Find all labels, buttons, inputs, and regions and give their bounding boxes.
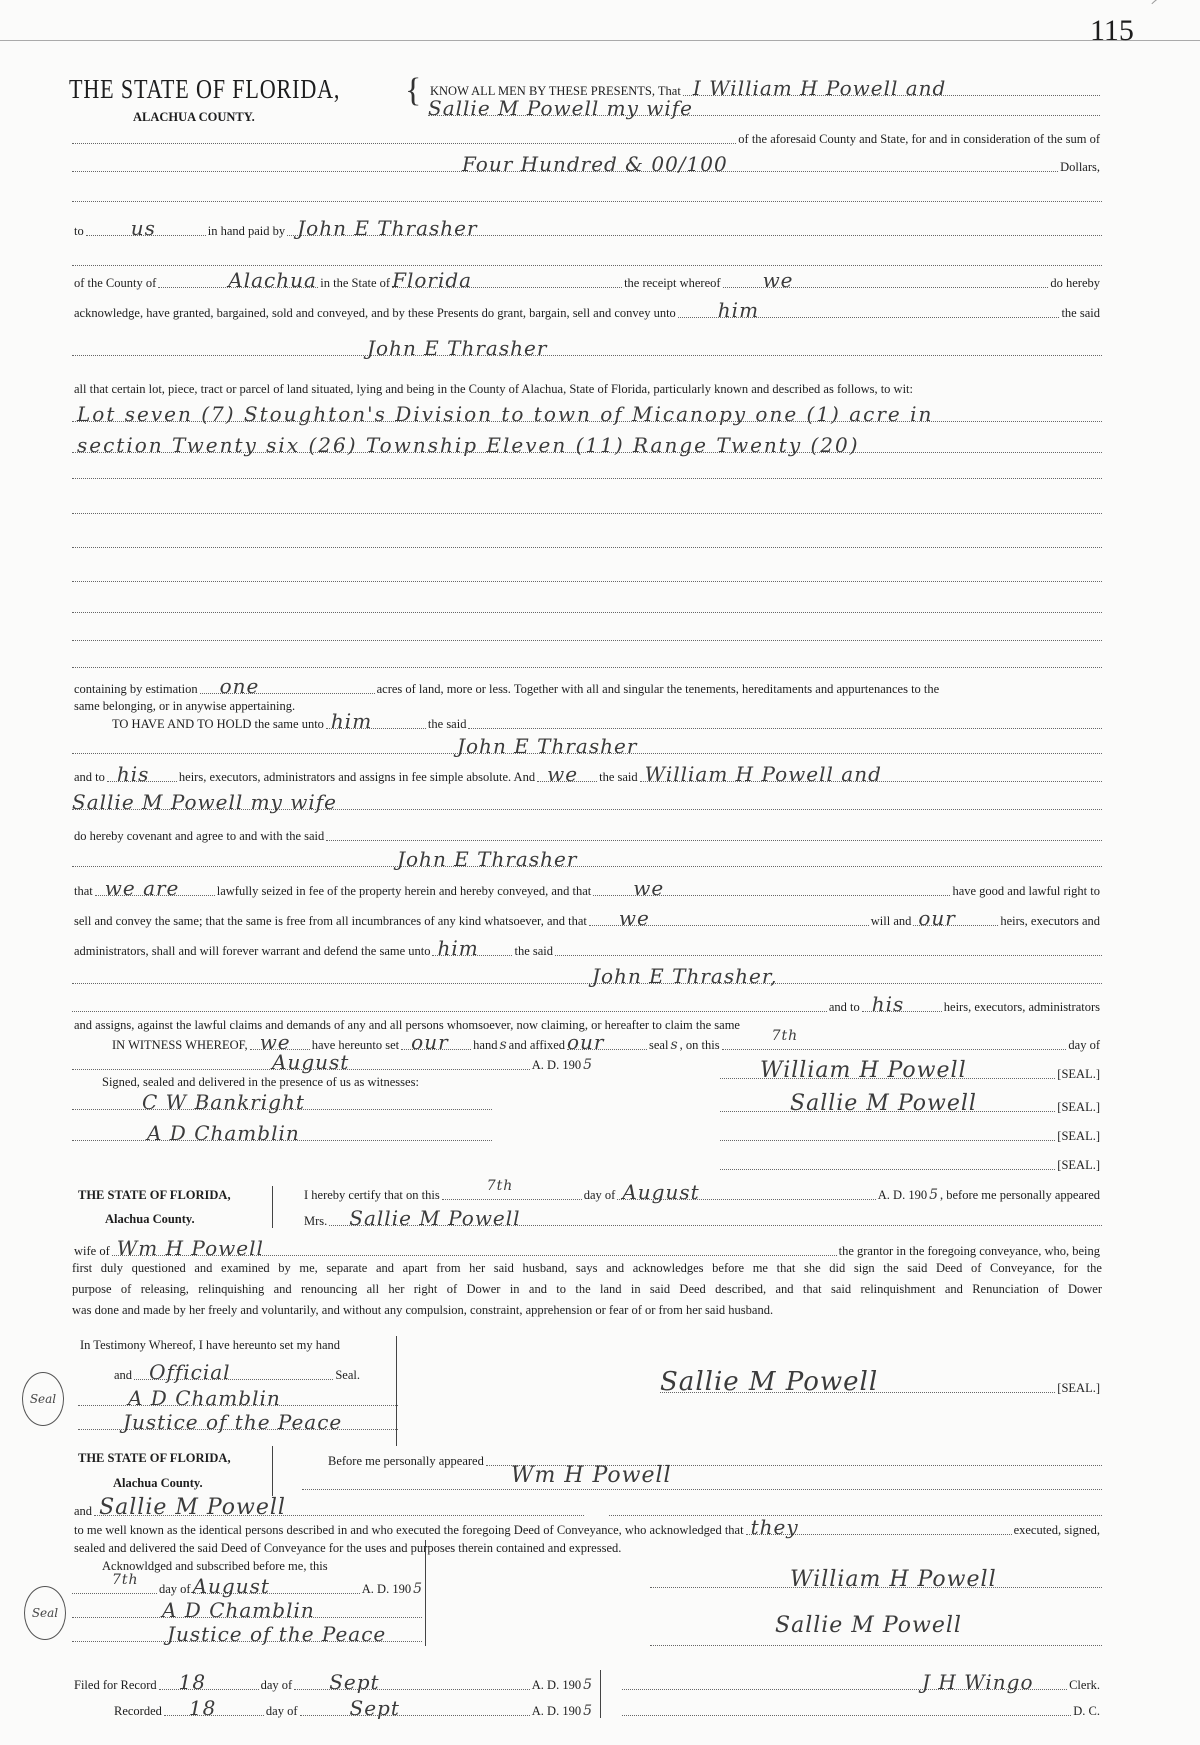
blank-line [72, 625, 1102, 643]
state-field [392, 268, 622, 292]
grantors-handwriting: Sallie M Powell my wife [72, 790, 338, 814]
month-handwriting: August [272, 1050, 350, 1074]
day-of-text: day of [1068, 1038, 1100, 1052]
acknowledge-text: acknowledge, have granted, bargained, sold and conveyed, and by these Presents do grant, bargain, sell and convey unto [74, 306, 676, 320]
seized-text: lawfully seized in fee of the property herein and hereby conveyed, and that [216, 884, 592, 898]
affixed-text: and affixed [508, 1038, 565, 1052]
blank-line [72, 250, 1102, 268]
brace: { [405, 72, 422, 109]
officer-title-field [72, 1622, 422, 1646]
witness-field [72, 1090, 492, 1114]
acres-field [200, 674, 375, 698]
wife-name-handwriting: Sallie M Powell [349, 1206, 521, 1230]
testimony-line [78, 1334, 408, 1352]
our-handwriting: our [567, 1030, 605, 1054]
description-handwriting: section Twenty six (26) Township Eleven (11) Range Twenty (20) [77, 433, 860, 457]
blank-line [72, 566, 1102, 584]
county-of-text: of the County of [74, 276, 157, 290]
grantee-field [72, 964, 1102, 988]
heirs-exec-text: heirs, executors and [1000, 914, 1100, 928]
month-field [192, 1574, 360, 1598]
person-field [486, 1463, 1102, 1488]
we-are-field [95, 876, 215, 900]
month-field [72, 1050, 530, 1074]
officer-title-handwriting: Justice of the Peace [123, 1410, 343, 1434]
seal-label: [SEAL.] [1057, 1067, 1100, 1081]
year-handwriting: 5 [583, 1703, 592, 1719]
testimony-text: In Testimony Whereof, I have hereunto set my hand [80, 1338, 341, 1352]
description-field [72, 433, 1102, 457]
seized-line [72, 876, 1102, 900]
sealed-line [72, 1537, 1102, 1555]
signature-line [720, 1125, 1102, 1143]
month-handwriting: August [192, 1574, 270, 1598]
to-field [86, 216, 206, 240]
month-handwriting: Sept [329, 1670, 380, 1694]
on-this-text: , on this [679, 1038, 720, 1052]
blank-line [72, 463, 1102, 481]
we-handwriting: we [547, 762, 579, 786]
notary-seal-stamp: Seal [22, 1372, 64, 1426]
signature-field [720, 1139, 1055, 1141]
paid-line [72, 216, 1102, 240]
officer-title-handwriting: Justice of the Peace [167, 1622, 387, 1646]
him-handwriting: him [437, 936, 479, 960]
our-field [913, 906, 998, 930]
and-to-line [72, 992, 1102, 1016]
our-handwriting: our [918, 906, 956, 930]
filed-day-field [159, 1670, 259, 1694]
husband-handwriting: Wm H Powell [116, 1236, 264, 1260]
have-set-text: have hereunto set [311, 1038, 400, 1052]
state-handwriting: Florida [392, 268, 473, 292]
notary-seal-stamp: Seal [24, 1586, 66, 1640]
we-handwriting: we [259, 1030, 291, 1054]
grantors-line-2 [428, 96, 1100, 120]
grantee-line-3 [72, 847, 1102, 871]
certificate-paragraph-line: first duly questioned and examined by me, separate and apart from her said husband, says and acknowledges before me that she did sign the said Deed of Conveyance, for the [72, 1261, 1102, 1275]
officer-field [78, 1386, 398, 1410]
wife-of-text: wife of [74, 1244, 110, 1258]
clerk-signature: J H Wingo [922, 1670, 1034, 1694]
clerk-text: Clerk. [1069, 1678, 1100, 1692]
clerk-line [622, 1670, 1102, 1694]
day-of-text: day of [159, 1582, 191, 1596]
assigns-text: and assigns, against the lawful claims and demands of any and all persons whomsoever, now claiming, or hereafter to claim the same [74, 1018, 740, 1032]
to-text: to [74, 224, 84, 238]
clerk-field [622, 1670, 1067, 1694]
in-state-text: in the State of [320, 276, 391, 290]
acknowledgment-county: Alachua County. [113, 1476, 203, 1490]
day-field [72, 1572, 157, 1594]
person-handwriting: Sallie M Powell [99, 1495, 286, 1520]
blank-line [302, 1474, 1102, 1492]
brace-line [600, 1670, 601, 1718]
year-handwriting: 5 [929, 1187, 938, 1203]
official-seal-line [112, 1360, 362, 1384]
sum-line [72, 152, 1102, 176]
certify-line [302, 1178, 1102, 1204]
signature-line [720, 1091, 1102, 1116]
grantors-field [72, 790, 1102, 814]
all-that-text: all that certain lot, piece, tract or parcel of land situated, lying and being in the County of Alachua, State of Florida, particularly known and described as follows, to wit: [74, 382, 914, 396]
grantors-field [683, 76, 1100, 100]
plural-handwriting: s [670, 1037, 678, 1053]
subscribed-text: Acknowldged and subscribed before me, this [102, 1559, 328, 1573]
dollars-text: Dollars, [1060, 160, 1100, 174]
brace-line [425, 1540, 426, 1646]
month-field [617, 1180, 875, 1204]
grantors-handwriting: William H Powell and [644, 762, 882, 786]
blank-line [72, 532, 1102, 550]
containing-line [72, 674, 1102, 698]
appeared-text: , before me personally appeared [940, 1188, 1100, 1202]
seal-label: [SEAL.] [1057, 1100, 1100, 1114]
recorded-day-field [164, 1696, 264, 1720]
certificate-paragraph-line: was done and made by her freely and voluntarily, and without any compulsion, constraint, apprehension or fear of or from her said husband. [72, 1303, 774, 1317]
signature-line [650, 1613, 1102, 1648]
we-field [589, 906, 869, 930]
signature-field [720, 1091, 1055, 1116]
blank-line [72, 186, 1102, 204]
do-hereby-text: do hereby [1050, 276, 1100, 290]
and-text: and [74, 1504, 93, 1518]
will-and-text: will and [870, 914, 912, 928]
covenant-line [72, 825, 1102, 843]
unto-handwriting: him [717, 298, 760, 322]
grantors-field-2 [428, 96, 1100, 120]
heirs-line [72, 762, 1102, 786]
grantor-signature: William H Powell [760, 1058, 967, 1083]
page-top-edge [0, 0, 1200, 41]
and-to-text: and to [828, 1000, 860, 1014]
to-handwriting: us [130, 216, 156, 240]
all-that-line [72, 378, 1102, 396]
blank-field [72, 1010, 827, 1012]
and-to-text: and to [74, 770, 105, 784]
witness-line [72, 1090, 492, 1114]
blank-field [72, 580, 1102, 582]
officer-signature: A D Chamblin [128, 1386, 281, 1410]
the-said-text: the said [1061, 306, 1100, 320]
recorded-line [112, 1696, 592, 1720]
seal-label: [SEAL.] [1057, 1129, 1100, 1143]
grantee-handwriting: John E Thrasher [367, 336, 548, 360]
before-me-line [326, 1450, 1102, 1488]
dc-field [622, 1714, 1071, 1716]
blank-line [72, 498, 1102, 516]
mrs-line [302, 1206, 1102, 1230]
grantee-handwriting: John E Thrasher [457, 734, 638, 758]
have-handwriting: him [330, 709, 373, 733]
blank-field [72, 512, 1102, 514]
day-of-text: day of [583, 1188, 616, 1202]
hand-text: hand [473, 1038, 498, 1052]
we-handwriting: we [618, 906, 650, 930]
blank-field [326, 839, 1102, 841]
county-field [158, 268, 318, 292]
dc-text: D. C. [1073, 1704, 1100, 1718]
seal-text: seal [649, 1038, 669, 1052]
blank-field [72, 264, 1102, 266]
signature-field [650, 1567, 1102, 1592]
filed-line [72, 1670, 592, 1694]
they-handwriting: they [750, 1515, 799, 1539]
year-handwriting: 5 [583, 1057, 592, 1073]
officer-title-line [72, 1622, 422, 1646]
payer-field [287, 216, 1102, 240]
blank-field [609, 1514, 1102, 1516]
plural-handwriting: s [499, 1037, 507, 1053]
filed-text: Filed for Record [74, 1678, 157, 1692]
to-have-text: TO HAVE AND TO HOLD the same unto [112, 717, 324, 731]
mrs-text: Mrs. [304, 1214, 328, 1228]
unto-field [678, 298, 1060, 322]
wife-of-line [72, 1236, 1102, 1260]
sell-convey-text: sell and convey the same; that the same is free from all incumbrances of any kind whatsoever, and that [74, 914, 587, 928]
sell-convey-line [72, 906, 1102, 930]
blank-field [72, 546, 1102, 548]
blank-field [468, 727, 1102, 729]
containing-text: containing by estimation [74, 682, 198, 696]
have-field [326, 709, 426, 733]
before-me-text: Before me personally appeared [328, 1454, 484, 1468]
brace-line [272, 1446, 273, 1496]
day-handwriting: 7th [112, 1572, 139, 1588]
administrators-text: administrators, shall and will forever warrant and defend the same unto [74, 944, 431, 958]
recorded-text: Recorded [114, 1704, 162, 1718]
blank-field [72, 477, 1102, 479]
official-field [134, 1360, 333, 1384]
signature-line [720, 1058, 1102, 1083]
official-handwriting: Official [149, 1360, 231, 1384]
description-handwriting: Lot seven (7) Stoughton's Division to town of Micanopy one (1) acre in [77, 402, 934, 426]
signed-text: Signed, sealed and delivered in the presence of us as witnesses: [102, 1075, 419, 1089]
and-text: and [114, 1368, 133, 1382]
witness-date-line [72, 1050, 592, 1074]
husband-field [112, 1236, 837, 1260]
grantors-handwriting: I William H Powell and [692, 76, 947, 100]
county-heading: ALACHUA COUNTY. [133, 110, 255, 124]
month-handwriting: Sept [349, 1696, 400, 1720]
ad-text: A. D. 190 [531, 1678, 582, 1692]
his-field [107, 762, 177, 786]
that-text: that [74, 884, 93, 898]
receipt-text: the receipt whereof [624, 276, 721, 290]
ad-text: A. D. 190 [531, 1704, 582, 1718]
witness-signature: C W Bankright [142, 1090, 305, 1114]
heirs-admin-text: heirs, executors, administrators [943, 1000, 1100, 1014]
ack-date-line [72, 1572, 422, 1598]
grantors-field [640, 762, 1102, 786]
subscribed-line [100, 1555, 500, 1573]
we-field [537, 762, 597, 786]
aforesaid-line [72, 128, 1102, 146]
his-handwriting: his [871, 992, 905, 1016]
month-handwriting: August [622, 1180, 700, 1204]
signature-field [660, 1367, 1055, 1397]
grantee-line-4 [72, 964, 1102, 988]
know-all-text: KNOW ALL MEN BY THESE PRESENTS, That [430, 84, 681, 98]
signed-line [100, 1071, 620, 1089]
executed-text: executed, signed, [1013, 1523, 1100, 1537]
do-hereby-text: do hereby covenant and agree to and with the said [74, 829, 325, 843]
to-have-line [110, 709, 1102, 733]
filed-day-handwriting: 18 [178, 1670, 207, 1694]
year-handwriting: 5 [413, 1581, 422, 1597]
witness-field [72, 1121, 492, 1145]
hand-paid-text: in hand paid by [207, 224, 286, 238]
blank-field [302, 1488, 1102, 1490]
wife-signature: Sallie M Powell [660, 1367, 879, 1397]
day-of-text: day of [265, 1704, 298, 1718]
in-witness-text: IN WITNESS WHEREOF, [112, 1038, 248, 1052]
brace-line [272, 1186, 273, 1228]
receipt-handwriting: we [762, 268, 794, 292]
his-field [862, 992, 942, 1016]
signature-line [720, 1154, 1102, 1172]
blank-line [72, 652, 1102, 670]
seal-label: [SEAL.] [1057, 1381, 1100, 1395]
well-known-text: to me well known as the identical persons described in and who executed the foregoing Deed of Conveyance, who acknowledged that [74, 1523, 744, 1537]
grantee-handwriting: John E Thrasher, [592, 964, 778, 988]
blank-field [72, 142, 736, 144]
page-number: 115 [1090, 14, 1134, 47]
seal-label: [SEAL.] [1057, 1158, 1100, 1172]
acres-text: acres of land, more or less. Together with all and singular the tenements, hereditaments and appurtenances to the [376, 682, 940, 696]
we-field [593, 876, 950, 900]
payer-handwriting: John E Thrasher [297, 216, 478, 240]
day-handwriting: 7th [486, 1178, 514, 1194]
grantee-line [72, 336, 1102, 360]
witness-line [72, 1121, 492, 1145]
sealed-text: sealed and delivered the said Deed of Conveyance for the uses and purposes therein contained and expressed. [74, 1541, 622, 1555]
aforesaid-text: of the aforesaid County and State, for and in consideration of the sum of [738, 132, 1100, 146]
our-field [567, 1030, 647, 1054]
seal-word-text: Seal. [335, 1368, 360, 1382]
grantors-line [72, 790, 1102, 814]
description-line-1 [72, 402, 1102, 426]
signature-field [720, 1058, 1055, 1083]
grantor-signature: Sallie M Powell [775, 1613, 962, 1638]
his-handwriting: his [116, 762, 150, 786]
acknowledge-line [72, 298, 1102, 322]
wife-name-field [329, 1206, 1102, 1230]
grantors-handwriting-2: Sallie M Powell my wife [428, 96, 694, 120]
we-handwriting: we [633, 876, 665, 900]
page-curl [1138, 0, 1200, 82]
we-are-handwriting: we are [104, 876, 180, 900]
grantee-line-2 [72, 734, 1102, 758]
officer-line [72, 1598, 422, 1622]
grantee-field [72, 336, 1102, 360]
certify-text: I hereby certify that on this [304, 1188, 440, 1202]
heirs-fee-text: heirs, executors, administrators and assigns in fee simple absolute. And [178, 770, 536, 784]
person-handwriting: Wm H Powell [510, 1463, 672, 1488]
officer-title-line [78, 1410, 398, 1434]
signature-field [720, 1168, 1055, 1170]
day-handwriting: 7th [771, 1028, 799, 1044]
certificate-county: Alachua County. [105, 1212, 195, 1226]
the-said-text: the said [514, 944, 554, 958]
signature-field [650, 1613, 1102, 1646]
grantee-handwriting: John E Thrasher [397, 847, 578, 871]
our-field [401, 1030, 471, 1054]
officer-line [78, 1386, 398, 1410]
officer-title-field [78, 1410, 398, 1434]
grantee-field [72, 734, 1102, 758]
sum-field [72, 152, 1058, 176]
blank-field [555, 954, 1102, 956]
person-field [94, 1495, 584, 1520]
month-field [294, 1670, 530, 1694]
blank-field [72, 666, 1102, 668]
officer-signature: A D Chamblin [162, 1598, 315, 1622]
year-handwriting: 5 [583, 1677, 592, 1693]
month-field [300, 1696, 530, 1720]
day-of-text: day of [260, 1678, 293, 1692]
wife-signature-line [660, 1367, 1102, 1397]
recorded-day-handwriting: 18 [188, 1696, 217, 1720]
in-witness-line [110, 1028, 1102, 1054]
signature-line [650, 1567, 1102, 1592]
officer-field [72, 1598, 422, 1622]
good-right-text: have good and lawful right to [952, 884, 1100, 898]
ad-text: A. D. 190 [877, 1188, 928, 1202]
grantee-field [72, 847, 1102, 871]
same-belonging-text: same belonging, or in anywise appertaining. [74, 699, 296, 713]
well-known-line [72, 1515, 1102, 1539]
acknowledgment-state: THE STATE OF FLORIDA, [78, 1451, 231, 1465]
certificate-state: THE STATE OF FLORIDA, [78, 1188, 231, 1202]
blank-field [72, 611, 1102, 613]
same-belonging-line [72, 695, 1102, 713]
ad-text: A. D. 190 [361, 1582, 412, 1596]
him-field [432, 936, 512, 960]
they-field [746, 1515, 1012, 1539]
ad-text: A. D. 190 [531, 1058, 582, 1072]
warrant-line [72, 936, 1102, 960]
and-line [72, 1495, 1102, 1520]
state-heading: THE STATE OF FLORIDA, [69, 74, 341, 104]
grantor-text: the grantor in the foregoing conveyance, who, being [838, 1244, 1100, 1258]
county-handwriting: Alachua [228, 268, 317, 292]
description-line-2 [72, 433, 1102, 457]
blank-field [72, 200, 1102, 202]
receipt-field [723, 268, 1049, 292]
county-line [72, 268, 1102, 292]
grantor-signature: William H Powell [790, 1567, 997, 1592]
blank-field [72, 639, 1102, 641]
acres-handwriting: one [219, 674, 260, 698]
witness-signature: A D Chamblin [147, 1121, 300, 1145]
dc-line [622, 1700, 1102, 1718]
day-field [442, 1178, 582, 1200]
description-field [72, 402, 1102, 426]
the-said-text: the said [599, 770, 638, 784]
sum-handwriting: Four Hundred & 00/100 [462, 152, 728, 176]
the-said-text: the said [427, 717, 467, 731]
day-field [722, 1028, 1067, 1050]
blank-line [72, 597, 1102, 615]
grantor-signature: Sallie M Powell [790, 1091, 977, 1116]
our-handwriting: our [411, 1030, 449, 1054]
certificate-paragraph-line: purpose of releasing, relinquishing and renouncing all her right of Dower in and to the land in said Deed described, and that said relinquishment and Renunciation of Dower [72, 1282, 1102, 1296]
